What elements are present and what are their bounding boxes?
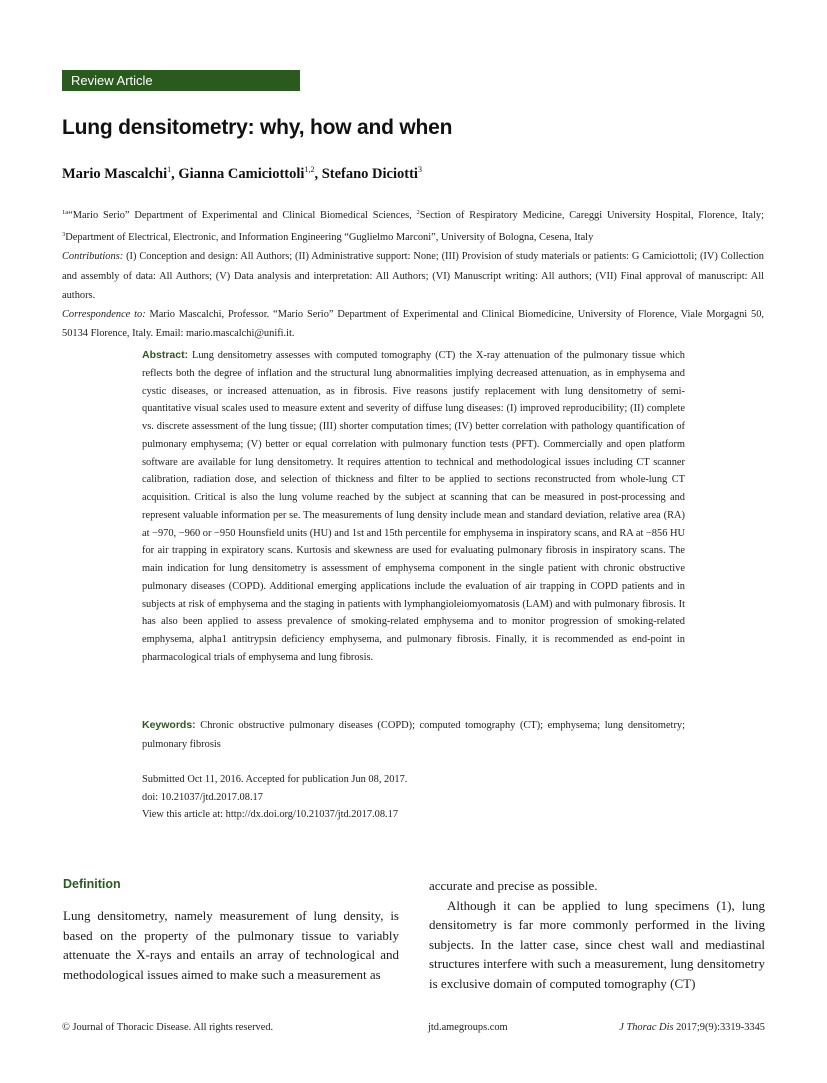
affiliations-block xyxy=(62,203,764,343)
page-footer xyxy=(62,1022,765,1036)
keywords-text: Chronic obstructive pulmonary diseases (COPD); computed tomography (CT); emphysema; lung densitometry; pulmonary fibrosis xyxy=(142,720,685,750)
copyright-notice: © Journal of Thoracic Disease. All rights reserved. xyxy=(62,1022,274,1033)
author-affiliation-marker: 1,2 xyxy=(304,165,315,174)
abstract-text: Lung densitometry assesses with computed tomography (CT) the X-ray attenuation of the pulmonary tissue which reflects both the degree of inflation and the structural lung abnormalities implying decreased attenuation, as in emphysema and cystic diseases, or increased attenuation, as in fibrosis. Five reasons justify replacement with lung densitometry of semi-quantitative visual scales used to measure extent and severity of diffuse lung diseases: (I) improved reproducibility; (II) complete vs. discrete assessment of the lung tissue; (III) shorter computation times; (IV) better correlation with pathology quantification of pulmonary emphysema; (V) better or equal correlation with pulmonary function tests (PFT). Commercially and open platform software are available for lung densitometry. It requires attention to technical and methodological issues including CT scanner calibration, radiation dose, and selection of thickness and filter to be applied to sections reconstructed from whole-lung CT acquisition. Critical is also the lung volume reached by the subject at scanning that can be measured in post-processing and represent valuable information per se. The measurements of lung density include mean and standard deviation, relative area (RA) at −970, −960 or −950 Hounsfield units (HU) and 1st and 15th percentile for emphysema in inspiratory scans, and RA at −856 HU for air trapping in expiratory scans. Kurtosis and skewness are used for evaluating pulmonary fibrosis in inspiratory scans. The main indication for lung densitometry is assessment of emphysema component in the single patient with chronic obstructive pulmonary diseases (COPD). Additional emerging applications include the evaluation of air trapping in COPD patients and in subjects at risk of emphysema and the staging in patients with lymphangioleiomyomatosis (LAM) and with pulmonary fibrosis. It has also been applied to assess prevalence of smoking-related emphysema and to monitor progression of smoking-related emphysema, alpha1 antitrypsin deficiency emphysema, and pulmonary fibrosis. Finally, it is recommended as end-point in pharmacological trials of emphysema and lung fibrosis. xyxy=(142,350,685,663)
journal-abbreviation: J Thorac Dis xyxy=(619,1022,674,1033)
contributions-label: Contributions: xyxy=(62,251,124,263)
author-affiliation-marker: 1 xyxy=(167,165,172,174)
keywords-label: Keywords: xyxy=(142,719,196,731)
affiliation-marker: 3 xyxy=(62,231,66,239)
author-affiliation-marker: 3 xyxy=(417,165,422,174)
correspondence-label: Correspondence to: xyxy=(62,309,146,321)
submission-dates: Submitted Oct 11, 2016. Accepted for publication Jun 08, 2017. xyxy=(142,774,408,785)
journal-citation xyxy=(619,1022,765,1033)
correspondence-text: Mario Mascalchi, Professor. “Mario Serio” Department of Experimental and Clinical Biomedicine, University of Florence, Viale Morgagni 50, 50134 Florence, Italy. Email: mario.mascalchi@unifi.it. xyxy=(62,309,764,340)
body-paragraph-continued: accurate and precise as possible. xyxy=(429,878,598,893)
affiliation-1: “Mario Serio” Department of Experimental and Clinical Biomedical Sciences, xyxy=(68,210,417,221)
section-heading-definition: Definition xyxy=(63,877,121,891)
affiliation-marker: 2 xyxy=(416,209,420,216)
article-title: Lung densitometry: why, how and when xyxy=(62,116,453,139)
affiliation-3: Department of Electrical, Electronic, and Information Engineering “Guglielmo Marconi”, University of Bologna, Cesena, Italy xyxy=(65,232,594,244)
citation-volume-pages: 2017;9(9):3319-3345 xyxy=(673,1022,765,1033)
correspondence xyxy=(62,305,764,343)
body-column-left xyxy=(63,906,399,984)
publication-info xyxy=(142,771,407,824)
author-name: Mario Mascalchi xyxy=(62,166,168,182)
article-link[interactable]: View this article at: http://dx.doi.org/10.21037/jtd.2017.08.17 xyxy=(142,809,399,820)
contributions-text: (I) Conception and design: All Authors; (II) Administrative support: None; (III) Provision of study materials or patients: G Camiciottoli; (IV) Collection and assembly of data: All Authors; (V) Data analysis and interpretation: All Authors; (VI) Manuscript writing: All authors; (VII) Final approval of manuscript: All authors. xyxy=(62,251,764,301)
body-column-right xyxy=(429,876,765,993)
body-paragraph: Although it can be applied to lung specimens (1), lung densitometry is far more commonly performed in the living subjects. In the latter case, since chest wall and mediastinal structures interfere with such a measurement, lung densitometry is exclusive domain of computed tomography (CT) xyxy=(429,897,765,991)
affiliation-2: Section of Respiratory Medicine, Careggi University Hospital, Florence, Italy; xyxy=(419,210,764,221)
author-name: Stefano Diciotti xyxy=(321,166,418,182)
contributions xyxy=(62,247,764,305)
doi: doi: 10.21037/jtd.2017.08.17 xyxy=(142,791,263,803)
affiliations xyxy=(62,203,764,247)
author-list: Mario Mascalchi$^1$, Gianna Camiciottoli$^{1,2}$, Stefano Diciotti$^3$ xyxy=(62,165,422,182)
abstract-label: Abstract: xyxy=(142,349,189,361)
author-name: Gianna Camiciottoli xyxy=(178,166,305,182)
body-paragraph: Lung densitometry, namely measurement of lung density, is based on the property of the pulmonary tissue to variably attenuate the X-rays and entails an array of technological and methodological issues aimed to make such a measurement as xyxy=(63,908,399,982)
affiliation-marker: 1a xyxy=(62,209,69,216)
journal-website[interactable]: jtd.amegroups.com xyxy=(428,1022,508,1033)
article-type-banner: Review Article xyxy=(62,70,300,91)
keywords xyxy=(142,716,685,754)
abstract xyxy=(142,347,685,667)
